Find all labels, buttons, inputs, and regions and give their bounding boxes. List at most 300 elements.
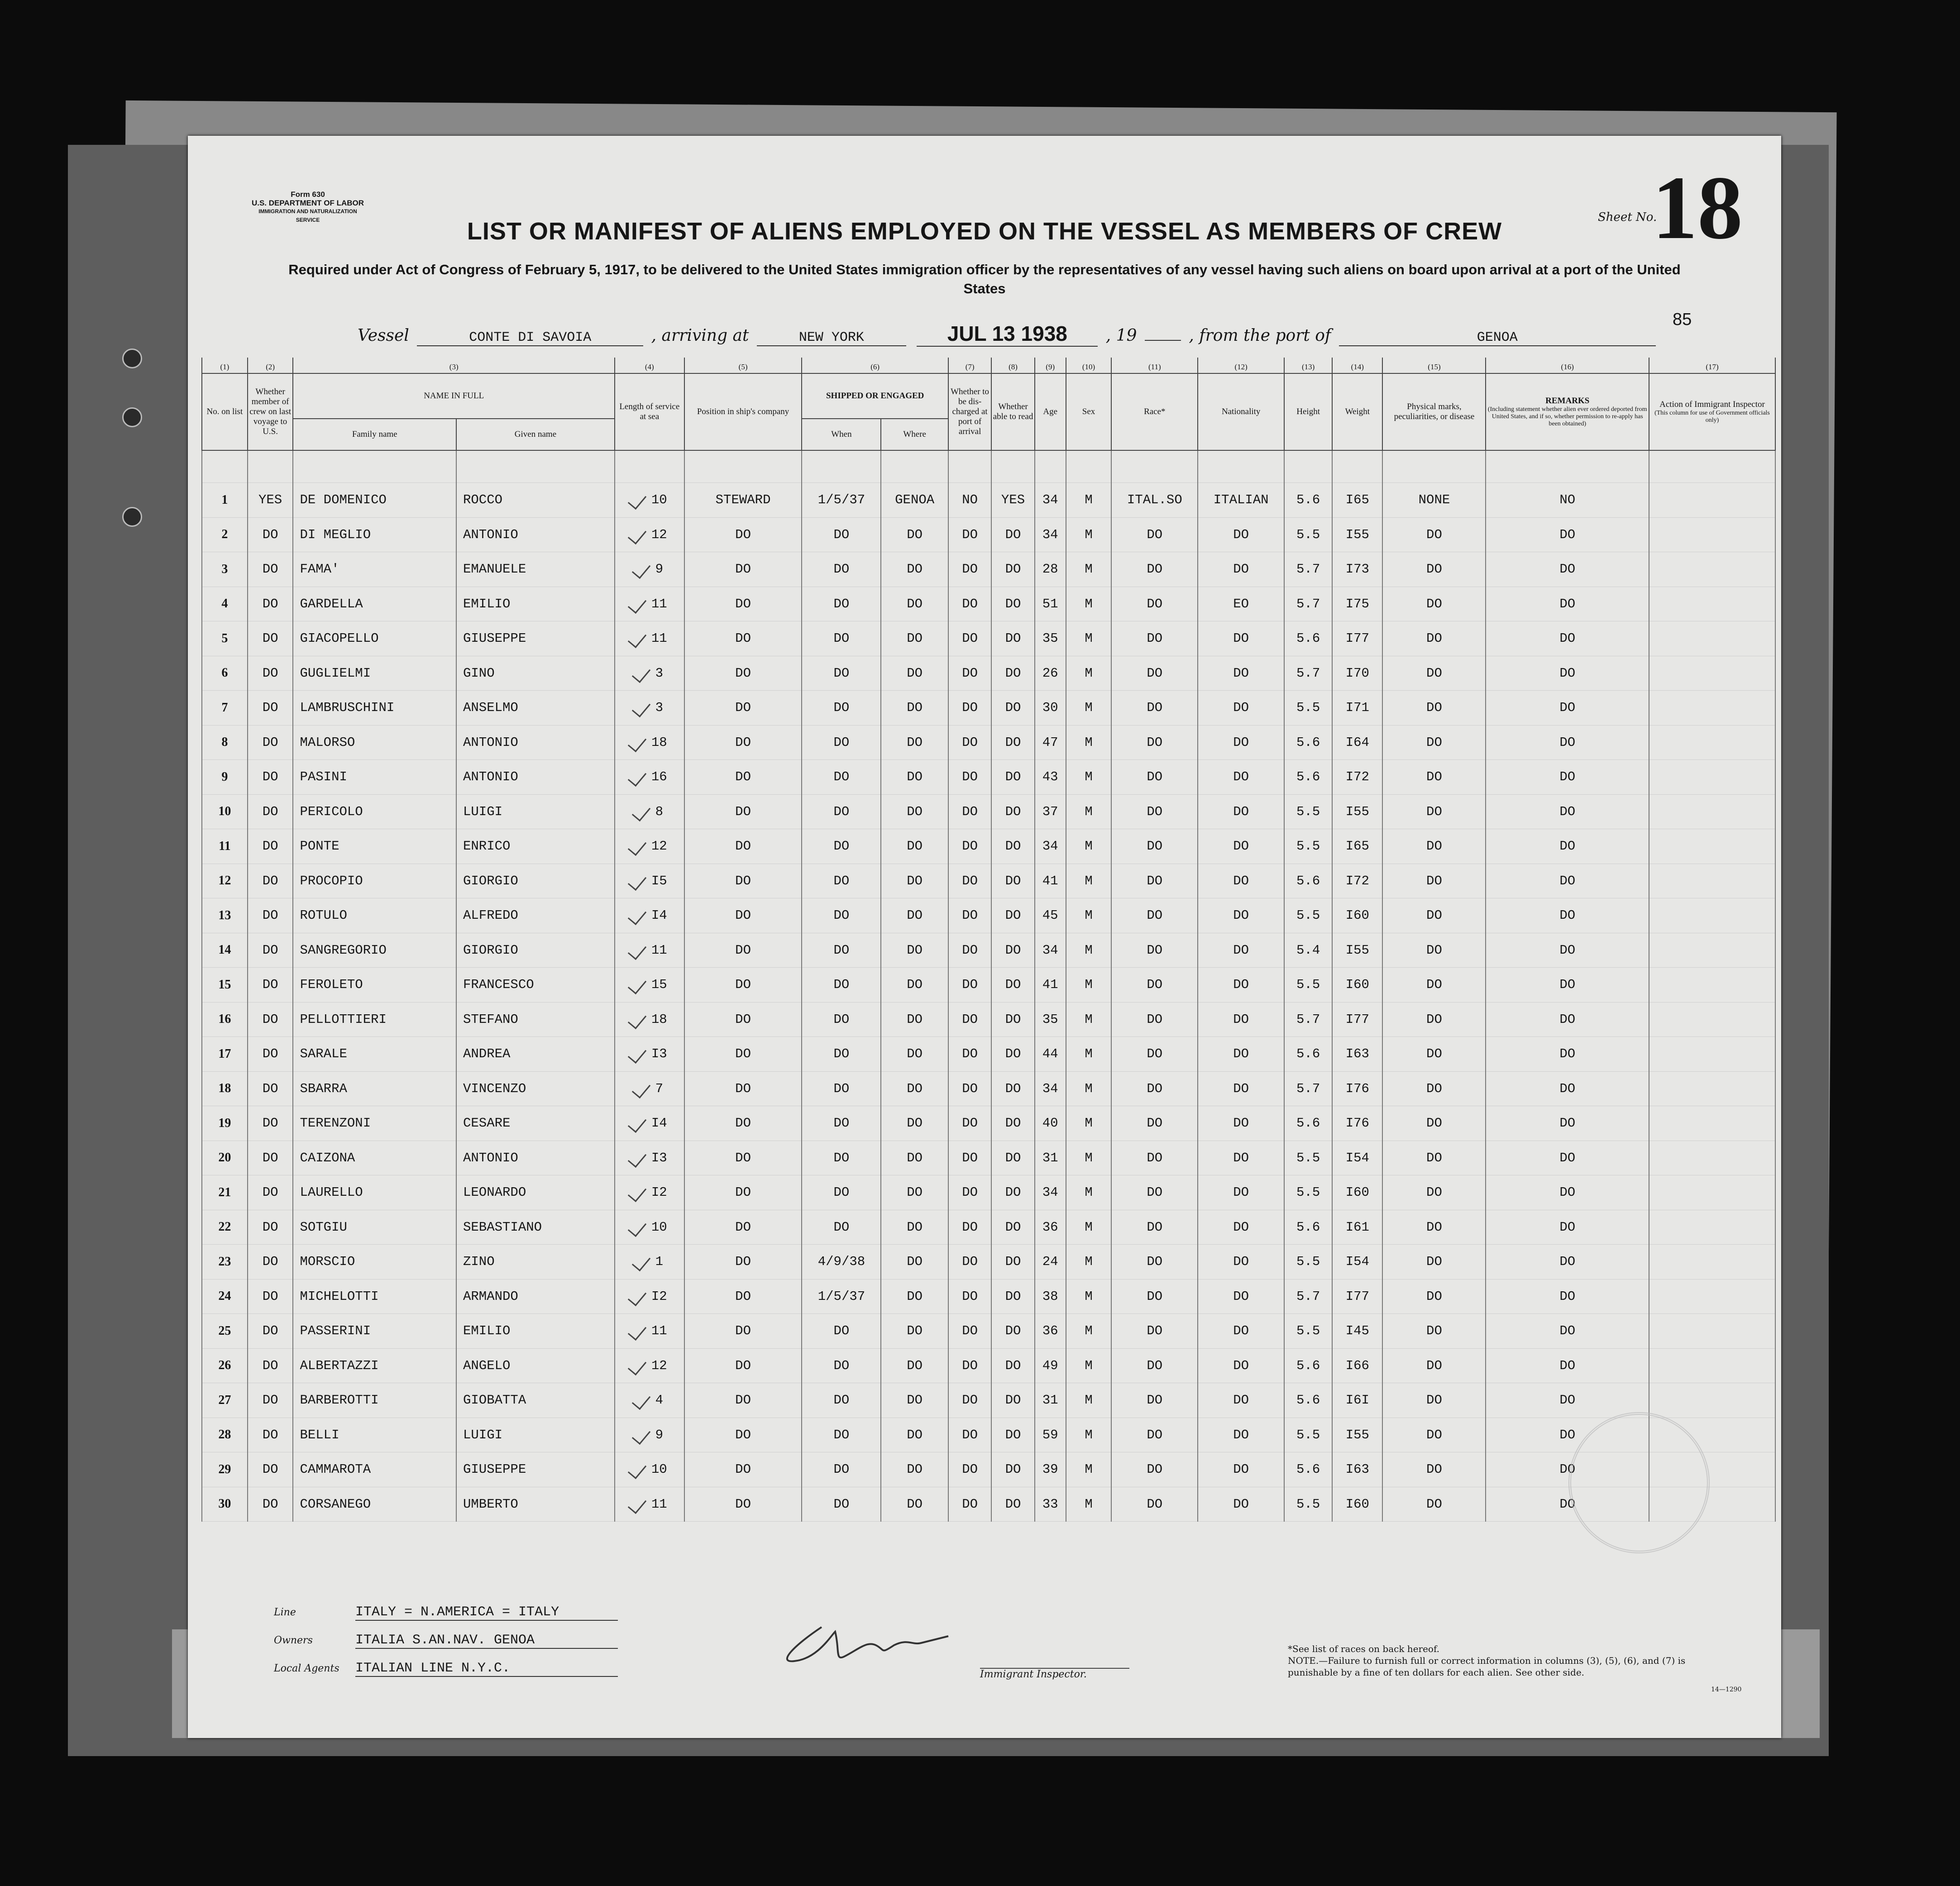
member-last-voyage-cell: DO (248, 1487, 293, 1522)
race-cell: DO (1111, 898, 1198, 933)
departure-port: GENOA (1339, 330, 1656, 346)
discharged-cell: DO (948, 1002, 991, 1037)
footer-block (274, 1604, 618, 1689)
table-row (202, 933, 1775, 968)
nationality-cell: DO (1198, 1487, 1284, 1522)
age-cell: 51 (1035, 587, 1066, 621)
table-row (202, 1141, 1775, 1175)
member-last-voyage-cell: DO (248, 1418, 293, 1452)
length-of-service-cell (615, 1452, 684, 1487)
family-name-cell: LAURELLO (293, 1175, 456, 1210)
length-of-service-cell (615, 760, 684, 795)
inspector-label: Immigrant Inspector. (980, 1668, 1129, 1680)
checkmark-icon (628, 1113, 646, 1133)
able-to-read-cell: DO (991, 1141, 1034, 1175)
given-name-cell: ANTONIO (456, 1141, 615, 1175)
physical-marks-cell: DO (1382, 1279, 1486, 1314)
age-cell: 36 (1035, 1314, 1066, 1349)
given-name-cell: STEFANO (456, 1002, 615, 1037)
no-on-list-cell: 30 (202, 1487, 248, 1522)
remarks-cell: DO (1486, 1348, 1649, 1383)
inspector-action-cell (1649, 621, 1775, 656)
shipped-where-cell: DO (881, 1141, 948, 1175)
nationality-cell: DO (1198, 898, 1284, 933)
service-value: 10 (651, 1219, 667, 1235)
able-to-read-cell: DO (991, 587, 1034, 621)
shipped-when-cell: 4/9/38 (802, 1245, 881, 1280)
year-label: , 19 (1105, 326, 1137, 345)
discharged-cell: DO (948, 1071, 991, 1106)
service-value: 15 (651, 977, 667, 993)
shipped-where-cell: DO (881, 794, 948, 829)
checkmark-icon (631, 802, 650, 821)
nationality-cell: DO (1198, 1383, 1284, 1418)
family-name-cell: GARDELLA (293, 587, 456, 621)
height-cell: 5.7 (1284, 552, 1332, 587)
family-name-cell: MICHELOTTI (293, 1279, 456, 1314)
col-num: (2) (248, 358, 293, 373)
agents-label: Local Agents (274, 1663, 339, 1674)
position-cell: DO (684, 968, 802, 1003)
given-name-cell: VINCENZO (456, 1071, 615, 1106)
length-of-service-cell (615, 1314, 684, 1349)
physical-marks-cell: DO (1382, 898, 1486, 933)
age-cell: 30 (1035, 691, 1066, 726)
weight-cell: I77 (1332, 1002, 1382, 1037)
remarks-cell: DO (1486, 1037, 1649, 1072)
discharged-cell: DO (948, 829, 991, 864)
discharged-cell: DO (948, 794, 991, 829)
col-num: (1) (202, 358, 248, 373)
length-of-service-cell (615, 1141, 684, 1175)
age-cell: 34 (1035, 829, 1066, 864)
header-no-on-list: No. on list (202, 373, 248, 450)
position-cell: DO (684, 864, 802, 898)
sex-cell: M (1066, 1071, 1112, 1106)
service-value: 12 (651, 1358, 667, 1373)
race-cell: DO (1111, 794, 1198, 829)
position-cell: DO (684, 898, 802, 933)
member-last-voyage-cell: DO (248, 1279, 293, 1314)
header-given-name: Given name (456, 419, 615, 450)
table-row (202, 1037, 1775, 1072)
no-on-list-cell: 15 (202, 968, 248, 1003)
age-cell: 34 (1035, 933, 1066, 968)
table-row (202, 621, 1775, 656)
physical-marks-cell: DO (1382, 1210, 1486, 1245)
family-name-cell: PASINI (293, 760, 456, 795)
race-cell: DO (1111, 1175, 1198, 1210)
given-name-cell: LUIGI (456, 1418, 615, 1452)
nationality-cell: DO (1198, 933, 1284, 968)
service-value: I4 (651, 1116, 667, 1131)
family-name-cell: CAMMAROTA (293, 1452, 456, 1487)
checkmark-icon (628, 1494, 646, 1514)
table-row (202, 1106, 1775, 1141)
able-to-read-cell: DO (991, 517, 1034, 552)
no-on-list-cell: 19 (202, 1106, 248, 1141)
race-cell: DO (1111, 1210, 1198, 1245)
member-last-voyage-cell: DO (248, 691, 293, 726)
member-last-voyage-cell: DO (248, 760, 293, 795)
able-to-read-cell: DO (991, 1314, 1034, 1349)
shipped-when-cell: DO (802, 1487, 881, 1522)
discharged-cell: DO (948, 725, 991, 760)
inspector-action-cell (1649, 691, 1775, 726)
table-row (202, 1245, 1775, 1280)
weight-cell: I65 (1332, 483, 1382, 518)
race-cell: DO (1111, 1037, 1198, 1072)
physical-marks-cell: DO (1382, 587, 1486, 621)
height-cell: 5.6 (1284, 1106, 1332, 1141)
age-cell: 45 (1035, 898, 1066, 933)
height-cell: 5.5 (1284, 794, 1332, 829)
sex-cell: M (1066, 483, 1112, 518)
checkmark-icon (628, 1148, 646, 1168)
able-to-read-cell: DO (991, 864, 1034, 898)
weight-cell: I71 (1332, 691, 1382, 726)
discharged-cell: DO (948, 621, 991, 656)
table-row (202, 1487, 1775, 1522)
shipped-where-cell: DO (881, 968, 948, 1003)
physical-marks-cell: DO (1382, 621, 1486, 656)
table-row (202, 1383, 1775, 1418)
discharged-cell: DO (948, 1037, 991, 1072)
nationality-cell: DO (1198, 1037, 1284, 1072)
member-last-voyage-cell: DO (248, 552, 293, 587)
age-cell: 43 (1035, 760, 1066, 795)
remarks-cell: DO (1486, 1418, 1649, 1452)
header-remarks (1486, 373, 1649, 450)
family-name-cell: GIACOPELLO (293, 621, 456, 656)
no-on-list-cell: 26 (202, 1348, 248, 1383)
inspector-action-cell (1649, 1314, 1775, 1349)
able-to-read-cell: DO (991, 725, 1034, 760)
column-number-row (202, 358, 1775, 373)
nationality-cell: DO (1198, 760, 1284, 795)
member-last-voyage-cell: DO (248, 1037, 293, 1072)
service-value: 18 (651, 735, 667, 750)
family-name-cell: SARALE (293, 1037, 456, 1072)
discharged-cell: DO (948, 1106, 991, 1141)
physical-marks-cell: DO (1382, 1487, 1486, 1522)
race-cell: DO (1111, 691, 1198, 726)
remarks-cell: DO (1486, 1175, 1649, 1210)
remarks-cell: DO (1486, 1106, 1649, 1141)
discharged-cell: DO (948, 1348, 991, 1383)
table-row (202, 725, 1775, 760)
col-num: (15) (1382, 358, 1486, 373)
inspector-action-cell (1649, 968, 1775, 1003)
remarks-cell: DO (1486, 864, 1649, 898)
able-to-read-cell: DO (991, 1071, 1034, 1106)
inspector-action-cell (1649, 1348, 1775, 1383)
position-cell: DO (684, 552, 802, 587)
discharged-cell: DO (948, 760, 991, 795)
no-on-list-cell: 6 (202, 656, 248, 691)
position-cell: DO (684, 1418, 802, 1452)
discharged-cell: DO (948, 587, 991, 621)
given-name-cell: GIUSEPPE (456, 621, 615, 656)
remarks-cell: DO (1486, 1279, 1649, 1314)
nationality-cell: DO (1198, 1175, 1284, 1210)
binder-hole (122, 407, 142, 427)
remarks-cell: DO (1486, 517, 1649, 552)
remarks-cell: DO (1486, 1245, 1649, 1280)
height-cell: 5.5 (1284, 1418, 1332, 1452)
discharged-cell: DO (948, 1452, 991, 1487)
age-cell: 34 (1035, 483, 1066, 518)
member-last-voyage-cell: DO (248, 1383, 293, 1418)
header-name-in-full: NAME IN FULL (293, 373, 614, 419)
discharged-cell: DO (948, 1314, 991, 1349)
no-on-list-cell: 17 (202, 1037, 248, 1072)
checkmark-icon (628, 1010, 646, 1029)
no-on-list-cell: 20 (202, 1141, 248, 1175)
crew-table (201, 358, 1776, 1522)
shipped-when-cell: DO (802, 1314, 881, 1349)
checkmark-icon (631, 664, 650, 683)
sex-cell: M (1066, 517, 1112, 552)
position-cell: DO (684, 587, 802, 621)
from-label: , from the port of (1189, 326, 1331, 345)
age-cell: 31 (1035, 1141, 1066, 1175)
weight-cell: I64 (1332, 725, 1382, 760)
table-row (202, 1314, 1775, 1349)
discharged-cell: DO (948, 1175, 991, 1210)
length-of-service-cell (615, 1106, 684, 1141)
given-name-cell: ANSELMO (456, 691, 615, 726)
race-cell: DO (1111, 1141, 1198, 1175)
able-to-read-cell: DO (991, 1452, 1034, 1487)
family-name-cell: GUGLIELMI (293, 656, 456, 691)
sex-cell: M (1066, 1279, 1112, 1314)
shipped-where-cell: DO (881, 656, 948, 691)
table-row (202, 552, 1775, 587)
table-row (202, 760, 1775, 795)
position-cell: DO (684, 1487, 802, 1522)
position-cell: DO (684, 725, 802, 760)
race-cell: DO (1111, 1452, 1198, 1487)
age-cell: 47 (1035, 725, 1066, 760)
physical-marks-cell: DO (1382, 1175, 1486, 1210)
position-cell: DO (684, 1210, 802, 1245)
shipped-when-cell: DO (802, 1418, 881, 1452)
age-cell: 41 (1035, 968, 1066, 1003)
weight-cell: I70 (1332, 656, 1382, 691)
sex-cell: M (1066, 898, 1112, 933)
given-name-cell: ANDREA (456, 1037, 615, 1072)
no-on-list-cell: 13 (202, 898, 248, 933)
table-row (202, 691, 1775, 726)
document-subtitle: Required under Act of Congress of February 5, 1917, to be delivered to the United States immigration officer by the representatives of any vessel having such aliens on board upon arrival at a port of the United States (288, 262, 1681, 296)
inspector-action-cell (1649, 725, 1775, 760)
family-name-cell: DE DOMENICO (293, 483, 456, 518)
height-cell: 5.5 (1284, 517, 1332, 552)
checkmark-icon (631, 698, 650, 717)
remarks-cell: DO (1486, 621, 1649, 656)
race-cell: DO (1111, 1106, 1198, 1141)
col-num: (10) (1066, 358, 1112, 373)
physical-marks-cell: DO (1382, 933, 1486, 968)
member-last-voyage-cell: DO (248, 829, 293, 864)
table-row (202, 1418, 1775, 1452)
date-stamp: JUL 13 1938 (917, 321, 1098, 347)
member-last-voyage-cell: DO (248, 1452, 293, 1487)
checkmark-icon (628, 525, 646, 544)
inspector-action-cell (1649, 517, 1775, 552)
weight-cell: I76 (1332, 1106, 1382, 1141)
col-num: (13) (1284, 358, 1332, 373)
position-cell: STEWARD (684, 483, 802, 518)
age-cell: 49 (1035, 1348, 1066, 1383)
shipped-where-cell: DO (881, 864, 948, 898)
checkmark-icon (628, 906, 646, 925)
given-name-cell: GINO (456, 656, 615, 691)
given-name-cell: ANTONIO (456, 725, 615, 760)
able-to-read-cell: DO (991, 552, 1034, 587)
length-of-service-cell (615, 1037, 684, 1072)
physical-marks-cell: DO (1382, 1418, 1486, 1452)
height-cell: 5.6 (1284, 760, 1332, 795)
physical-marks-cell: DO (1382, 794, 1486, 829)
weight-cell: I75 (1332, 587, 1382, 621)
no-on-list-cell: 4 (202, 587, 248, 621)
position-cell: DO (684, 1106, 802, 1141)
service-value: I2 (651, 1289, 667, 1304)
service-value: 4 (655, 1393, 664, 1408)
nationality-cell: DO (1198, 725, 1284, 760)
age-cell: 34 (1035, 517, 1066, 552)
position-cell: DO (684, 1383, 802, 1418)
penalty-note: NOTE.—Failure to furnish full or correct information in columns (3), (5), (6), and (7) is punishable by a fine of ten dollars for each alien. See other side. (1288, 1655, 1686, 1678)
service-value: 3 (655, 665, 664, 681)
sex-cell: M (1066, 552, 1112, 587)
member-last-voyage-cell: DO (248, 968, 293, 1003)
position-cell: DO (684, 621, 802, 656)
member-last-voyage-cell: DO (248, 1348, 293, 1383)
arriving-label: , arriving at (651, 326, 749, 345)
length-of-service-cell (615, 1210, 684, 1245)
age-cell: 36 (1035, 1210, 1066, 1245)
checkmark-icon (628, 975, 646, 994)
given-name-cell: FRANCESCO (456, 968, 615, 1003)
position-cell: DO (684, 1175, 802, 1210)
inspector-action-cell (1649, 1210, 1775, 1245)
age-cell: 40 (1035, 1106, 1066, 1141)
length-of-service-cell (615, 1279, 684, 1314)
shipped-when-cell: DO (802, 1071, 881, 1106)
sex-cell: M (1066, 829, 1112, 864)
remarks-cell: DO (1486, 898, 1649, 933)
year-blank (1145, 340, 1181, 341)
shipped-when-cell: DO (802, 898, 881, 933)
no-on-list-cell: 18 (202, 1071, 248, 1106)
service-value: I3 (651, 1046, 667, 1062)
sex-cell: M (1066, 1002, 1112, 1037)
checkmark-icon (628, 871, 646, 891)
family-name-cell: BELLI (293, 1418, 456, 1452)
age-cell: 59 (1035, 1418, 1066, 1452)
header-where: Where (881, 419, 948, 450)
position-cell: DO (684, 1141, 802, 1175)
race-cell: DO (1111, 864, 1198, 898)
nationality-cell: DO (1198, 1002, 1284, 1037)
shipped-when-cell: DO (802, 1348, 881, 1383)
physical-marks-cell: DO (1382, 1452, 1486, 1487)
age-cell: 31 (1035, 1383, 1066, 1418)
sex-cell: M (1066, 691, 1112, 726)
weight-cell: I63 (1332, 1452, 1382, 1487)
no-on-list-cell: 25 (202, 1314, 248, 1349)
able-to-read-cell: DO (991, 1210, 1034, 1245)
position-cell: DO (684, 1245, 802, 1280)
member-last-voyage-cell: DO (248, 794, 293, 829)
remarks-cell: NO (1486, 483, 1649, 518)
height-cell: 5.5 (1284, 1487, 1332, 1522)
header-race: Race* (1111, 373, 1198, 450)
race-cell: DO (1111, 552, 1198, 587)
no-on-list-cell: 11 (202, 829, 248, 864)
family-name-cell: PELLOTTIERI (293, 1002, 456, 1037)
physical-marks-cell: DO (1382, 1037, 1486, 1072)
length-of-service-cell (615, 587, 684, 621)
no-on-list-cell: 27 (202, 1383, 248, 1418)
shipped-when-cell: DO (802, 621, 881, 656)
sex-cell: M (1066, 760, 1112, 795)
spacer-row (202, 450, 1775, 483)
col-num: (14) (1332, 358, 1382, 373)
sex-cell: M (1066, 1487, 1112, 1522)
able-to-read-cell: DO (991, 1106, 1034, 1141)
nationality-cell: DO (1198, 1348, 1284, 1383)
service-value: I4 (651, 908, 667, 923)
able-to-read-cell: DO (991, 1418, 1034, 1452)
manifest-sheet (188, 136, 1781, 1738)
vessel-label: Vessel (358, 326, 409, 345)
remarks-cell: DO (1486, 760, 1649, 795)
table-row (202, 898, 1775, 933)
family-name-cell: FEROLETO (293, 968, 456, 1003)
action-note: (This column for use of Government officials only) (1654, 410, 1770, 424)
race-cell: DO (1111, 587, 1198, 621)
given-name-cell: LUIGI (456, 794, 615, 829)
member-last-voyage-cell: DO (248, 656, 293, 691)
member-last-voyage-cell: DO (248, 1106, 293, 1141)
height-cell: 5.7 (1284, 656, 1332, 691)
position-cell: DO (684, 794, 802, 829)
shipped-when-cell: DO (802, 1210, 881, 1245)
shipped-where-cell: DO (881, 829, 948, 864)
given-name-cell: GIORGIO (456, 864, 615, 898)
shipped-when-cell: DO (802, 552, 881, 587)
sex-cell: M (1066, 968, 1112, 1003)
given-name-cell: UMBERTO (456, 1487, 615, 1522)
age-cell: 34 (1035, 1175, 1066, 1210)
no-on-list-cell: 3 (202, 552, 248, 587)
no-on-list-cell: 5 (202, 621, 248, 656)
member-last-voyage-cell: DO (248, 1071, 293, 1106)
remarks-cell: DO (1486, 1210, 1649, 1245)
service-value: 8 (655, 804, 664, 819)
header-member-last-voyage: Whether member of crew on last voyage to U.S. (248, 373, 293, 450)
height-cell: 5.6 (1284, 1210, 1332, 1245)
discharged-cell: DO (948, 656, 991, 691)
shipped-where-cell: DO (881, 1418, 948, 1452)
length-of-service-cell (615, 1348, 684, 1383)
table-row (202, 968, 1775, 1003)
checkmark-icon (628, 733, 646, 752)
